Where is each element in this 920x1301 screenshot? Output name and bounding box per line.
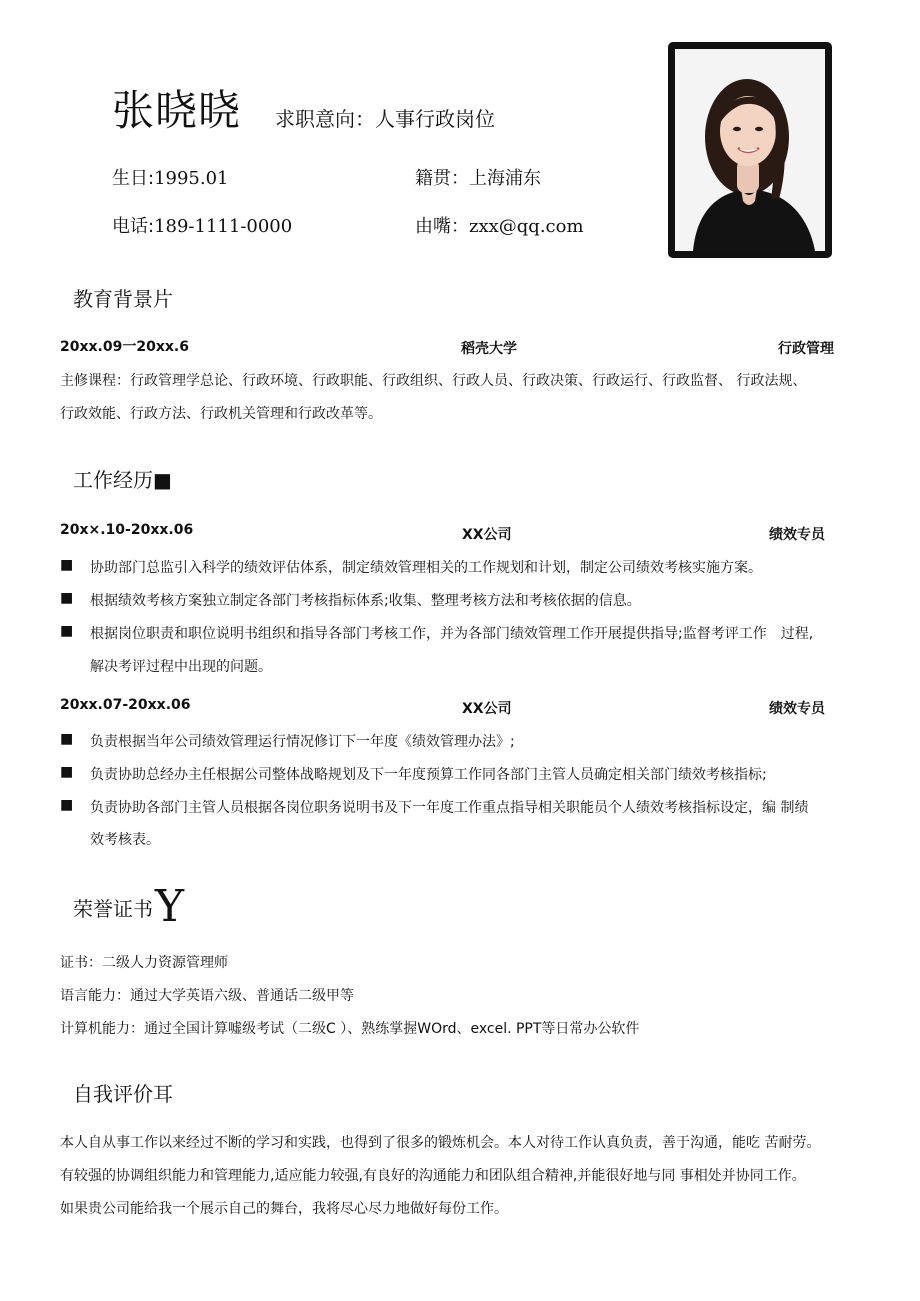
work-title-text: 工作经历 <box>73 468 153 492</box>
portrait-photo-frame <box>668 42 832 258</box>
birth-value: 1995.01 <box>154 168 229 189</box>
job-2-period: 20xx.07-20xx.06 <box>60 697 191 713</box>
job-1-bullet-1-text: 协助部门总监引入科学的绩效评估体系，制定绩效管理相关的工作规划和计划，制定公司绩效考核实施方案。 <box>90 560 762 576</box>
self-eval-title: 自我评价耳 <box>73 1082 173 1106</box>
job-intent <box>275 103 495 132</box>
phone-label: 电话: <box>112 216 155 237</box>
self-eval-line3: 如果贵公司能给我一个展示自己的舞台，我将尽心尽力地做好每份工作。 <box>60 1201 508 1217</box>
birth-info <box>112 164 229 190</box>
honors-computer: 计算机能力：通过全国计算嘘级考试（二级C ）、熟练掌握WOrd、excel. PPT等日常办公软件 <box>60 1021 640 1037</box>
honors-title <box>73 880 185 932</box>
self-eval-line1: 本人自从事工作以来经过不断的学习和实践，也得到了很多的锻炼机会。本人对待工作认真负责，善于沟通，能吃 苦耐劳。 <box>60 1135 821 1151</box>
education-major: 行政管理 <box>778 341 834 357</box>
job-2-bullet-2-text: 负责协助总经办主任根据公司整体战略规划及下一年度预算工作同各部门主管人员确定相关部门绩效考核指标; <box>90 767 767 783</box>
email-info <box>415 212 584 238</box>
job-1-bullet-2-text: 根据绩效考核方案独立制定各部门考核指标体系;收集、整理考核方法和考核依据的信息。 <box>90 593 641 609</box>
job-1-position: 绩效专员 <box>769 527 825 543</box>
job-intent-value: 人事行政岗位 <box>375 107 495 131</box>
job-1-bullet-2-icon: ■ <box>60 590 74 606</box>
origin-label: 籍贯： <box>415 168 469 189</box>
self-eval-line2: 有较强的协调组织能力和管理能力,适应能力较强,有良好的沟通能力和团队组合精神,并能很好地与同 事相处并协同工作。 <box>60 1168 806 1184</box>
job-2-bullet-3-text: 负责协助各部门主管人员根据各岗位职务说明书及下一年度工作重点指导相关职能员个人绩效考核指标设定，编 制绩 <box>90 800 809 816</box>
job-2-bullet-3-text-cont: 效考核表。 <box>90 832 160 848</box>
birth-label: 生日: <box>112 168 155 189</box>
job-1-bullet-1-icon: ■ <box>60 557 74 573</box>
work-title <box>73 464 172 493</box>
job-2-bullet-1-text: 负责根据当年公司绩效管理运行情况修订下一年度《绩效管理办法》; <box>90 734 515 750</box>
phone-info <box>112 212 292 238</box>
job-2-bullet-2-icon: ■ <box>60 764 74 780</box>
job-2-company: XX公司 <box>462 701 512 717</box>
honors-language: 语言能力：通过大学英语六级、普通话二级甲等 <box>60 988 354 1004</box>
education-courses-line1: 主修课程：行政管理学总论、行政环境、行政职能、行政组织、行政人员、行政决策、行政运行、行政监督、 行政法规、 <box>60 373 807 389</box>
honors-title-glyph: Y <box>155 881 185 932</box>
honors-title-text: 荣誉证书 <box>73 897 153 921</box>
job-1-company: XX公司 <box>462 527 512 543</box>
education-period: 20xx.09一20xx.6 <box>60 339 189 355</box>
email-value: zxx@qq.com <box>469 216 584 237</box>
education-school: 稻壳大学 <box>461 341 517 357</box>
portrait-photo <box>675 49 825 251</box>
job-1-period: 20x×.10-20xx.06 <box>60 522 194 538</box>
candidate-name: 张晓晓 <box>112 86 242 135</box>
honors-cert: 证书：二级人力资源管理师 <box>60 955 228 971</box>
education-title: 教育背景片 <box>73 287 173 311</box>
origin-value: 上海浦东 <box>469 168 541 189</box>
job-2-position: 绩效专员 <box>769 701 825 717</box>
job-1-bullet-3-text-cont: 解决考评过程中出现的问题。 <box>90 659 272 675</box>
job-1-bullet-3-icon: ■ <box>60 623 74 639</box>
job-1-bullet-3-text: 根据岗位职责和职位说明书组织和指导各部门考核工作，并为各部门绩效管理工作开展提供指导;监督考评工作 过程, <box>90 626 814 642</box>
job-2-bullet-1-icon: ■ <box>60 731 74 747</box>
job-intent-label: 求职意向： <box>275 107 375 131</box>
job-2-bullet-3-icon: ■ <box>60 797 74 813</box>
email-label: 由嘴： <box>415 216 469 237</box>
work-title-square-icon: ■ <box>153 468 172 492</box>
education-courses-line2: 行政效能、行政方法、行政机关管理和行政改革等。 <box>60 406 382 422</box>
phone-value: 189-1111-0000 <box>154 216 293 237</box>
origin-info <box>415 164 541 190</box>
